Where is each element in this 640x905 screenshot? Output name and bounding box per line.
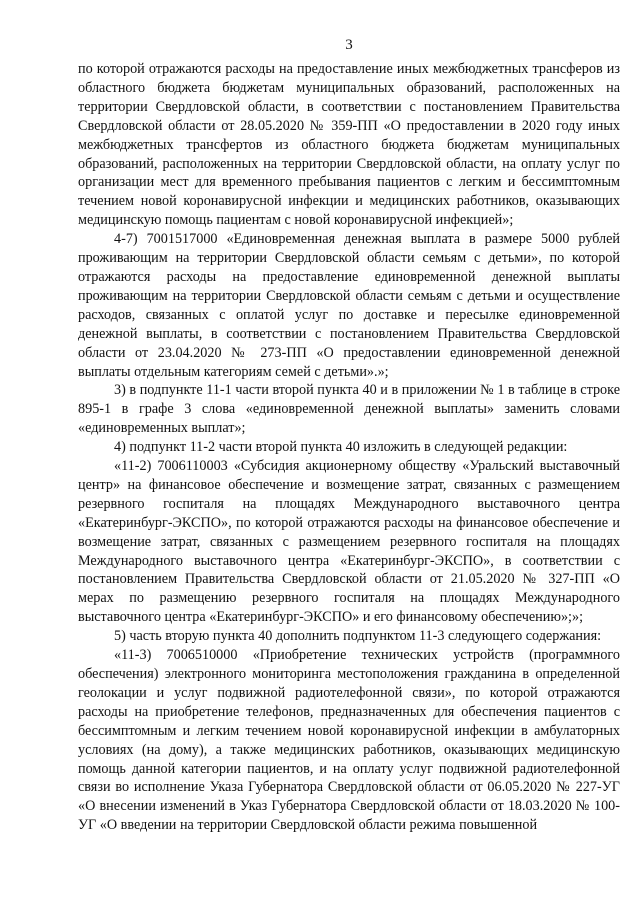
paragraph: 4-7) 7001517000 «Единовременная денежная выплата в размере 5000 рублей проживающим на территории Свердловской области семьям с детьми», по которой отражаются расходы на предоставление единовременной денежной выплаты проживающим на территории Свердловской области семьям с детьми и осуществление расходов, связанных с оплатой услуг по доставке и пересылке единовременной денежной выплаты, в соответствии с постановлением Правительства Свердловской области от 23.04.2020 № 273-ПП «О предоставлении единовременной денежной выплаты отдельным категориям семей с детьми».»; xyxy=(78,231,620,380)
paragraph: 3) в подпункте 11-1 части второй пункта 40 и в приложении № 1 в таблице в строке 895-1 в графе 3 слова «единовременной денежной выплаты» заменить словами «единовременных выплат»; xyxy=(78,382,620,437)
paragraph: 5) часть вторую пункта 40 дополнить подпунктом 11-3 следующего содержания: xyxy=(114,628,602,645)
document-body xyxy=(78,60,620,835)
page-number: 3 xyxy=(345,37,353,53)
paragraph: 4) подпункт 11-2 части второй пункта 40 изложить в следующей редакции: xyxy=(114,439,568,456)
paragraph: «11-3) 7006510000 «Приобретение технических устройств (программного обеспечения) электронного мониторинга местоположения гражданина в определенной геолокации и услуг подвижной радиотелефонной связи», по которой отражаются расходы на приобретение телефонов, предназначенных для обеспечения пациентов с бессимптомным и легким течением новой коронавирусной инфекции в амбулаторных условиях (на дому), а также медицинских работников, оказывающих медицинскую помощь данной категории пациентов, и на оплату услуг подвижной радиотелефонной связи во исполнение Указа Губернатора Свердловской области от 06.05.2020 № 227-УГ «О внесении изменений в Указ Губернатора Свердловской области от 18.03.2020 № 100-УГ «О введении на территории Свердловской области режима повышенной xyxy=(78,647,620,834)
paragraph: по которой отражаются расходы на предоставление иных межбюджетных трансферов из областного бюджета бюджетам муниципальных образований, расположенных на территории Свердловской области, в соответствии с постановлением Правительства Свердловской области от 28.05.2020 № 359-ПП «О предоставлении в 2020 году иных межбюджетных трансфертов из областного бюджета бюджетам муниципальных образований, расположенных на территории Свердловской области, на оплату услуг по организации мест для временного пребывания пациентов с легким и бессимптомным течением новой коронавирусной инфекции и медицинских работников, оказывающих медицинскую помощь пациентам с новой коронавирусной инфекцией»; xyxy=(78,61,620,229)
paragraph: «11-2) 7006110003 «Субсидия акционерному обществу «Уральский выставочный центр» на финансовое обеспечение и возмещение затрат, связанных с размещением резервного госпиталя на площадях Международного выставочного центра «Екатеринбург-ЭКСПО», по которой отражаются расходы на финансовое обеспечение и возмещение затрат, связанных с размещением резервного госпиталя на площадях Международного выставочного центра «Екатеринбург-ЭКСПО», в соответствии с постановлением Правительства Свердловской области от 21.05.2020 № 327-ПП «О мерах по размещению резервного госпиталя на площадях Международного выставочного центра «Екатеринбург-ЭКСПО» и его финансовому обеспечению»;»; xyxy=(78,458,620,626)
